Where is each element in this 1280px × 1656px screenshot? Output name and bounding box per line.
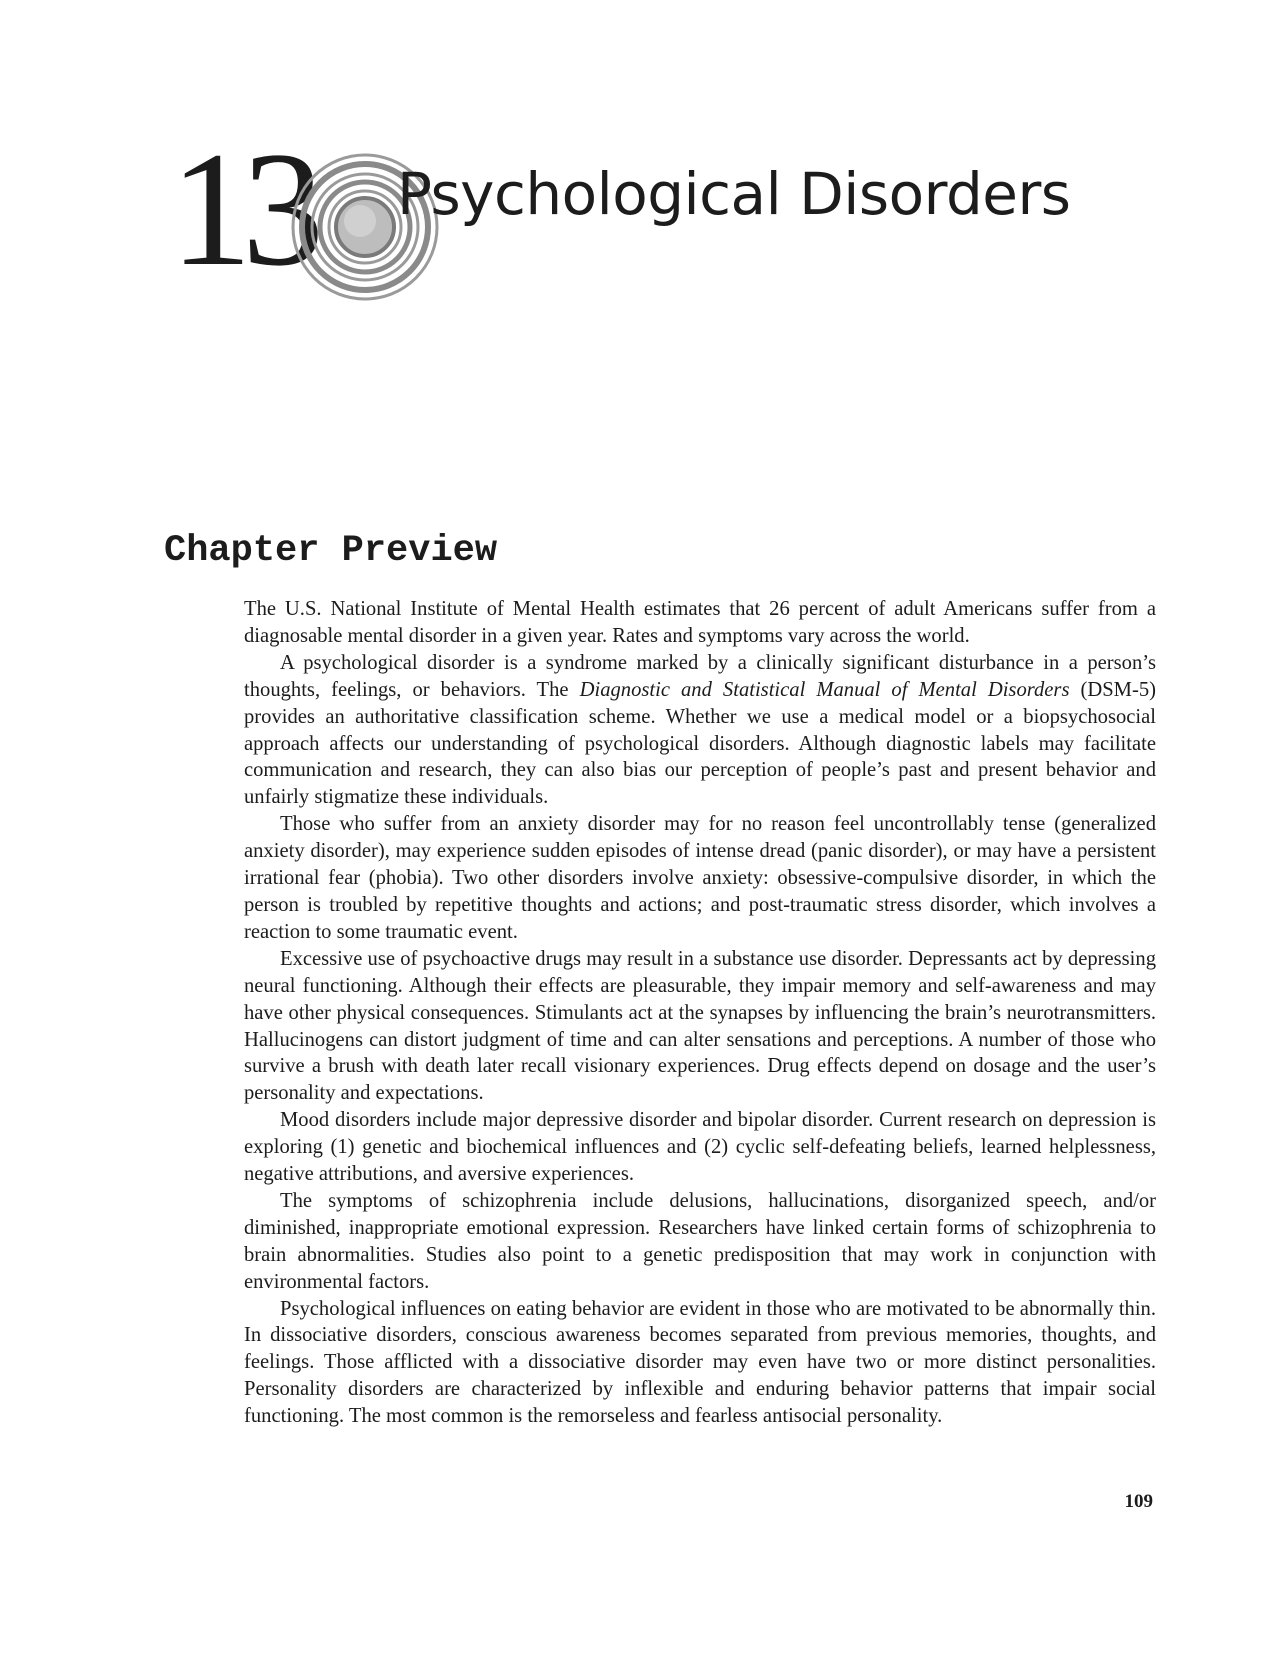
page-number: 109 (1124, 1491, 1153, 1512)
paragraph: The symptoms of schizophrenia include delusions, hallucinations, disorganized speech, and/or diminished, inappropriate emotional expression. Researchers have linked certain forms of schizophrenia to brain abnormalities. Studies also point to a genetic predisposition that may work in conjunction with environmental factors. (244, 1189, 1156, 1293)
paragraph: Psychological influences on eating behavior are evident in those who are motivated to be abnormally thin. In dissociative disorders, conscious awareness becomes separated from previous memories, thoughts, and feelings. Those afflicted with a dissociative disorder may even have two or more distinct personalities. Personality disorders are characterized by inflexible and enduring behavior patterns that impair social functioning. The most common is the remorseless and fearless antisocial personality. (244, 1297, 1156, 1428)
chapter-title: Psychological Disorders (397, 160, 1071, 228)
chapter-preview-body (244, 596, 1156, 1430)
paragraph-text: (DSM-5) provides an authoritative classification scheme. Whether we use a medical model or a biopsychosocial approach affects our understanding of psychological disorders. Although diagnostic labels may facilitate communication and research, they can also bias our perception of people’s past and present behavior and unfairly stigmatize these individuals. (244, 678, 1157, 809)
paragraph: Excessive use of psychoactive drugs may result in a substance use disorder. Depressants act by depressing neural functioning. Although their effects are pleasurable, they impair memory and self-awareness and may have other physical consequences. Stimulants act at the synapses by influencing the brain’s neurotransmitters. Hallucinogens can distort judgment of time and can alter sensations and perceptions. A number of those who survive a brush with death later recall visionary experiences. Drug effects depend on dosage and the user’s personality and expectations. (244, 947, 1156, 1105)
section-heading: Chapter Preview (164, 530, 498, 572)
paragraph-text: A psychological disorder is a syndrome marked by a clinically significant disturbance in a person’s thoughts, feelings, or behaviors. The (244, 651, 1156, 701)
paragraph: The U.S. National Institute of Mental Health estimates that 26 percent of adult Americans suffer from a diagnosable mental disorder in a given year. Rates and symptoms vary across the world. (244, 598, 1156, 647)
paragraph: Those who suffer from an anxiety disorder may for no reason feel uncontrollably tense (generalized anxiety disorder), may experience sudden episodes of intense dread (panic disorder), or may have a persistent irrational fear (phobia). Two other disorders involve anxiety: obsessive-compulsive disorder, in which the person is troubled by repetitive thoughts and actions; and post-traumatic stress disorder, which involves a reaction to some traumatic event. (244, 813, 1156, 943)
book-title: Diagnostic and Statistical Manual of Mental Disorders (579, 678, 1070, 701)
paragraph (244, 650, 1156, 811)
chapter-number: 13 (170, 119, 314, 300)
paragraph: Mood disorders include major depressive disorder and bipolar disorder. Current research on depression is exploring (1) genetic and biochemical influences and (2) cyclic self-defeating beliefs, learned helplessness, negative attributions, and aversive experiences. (244, 1109, 1156, 1186)
